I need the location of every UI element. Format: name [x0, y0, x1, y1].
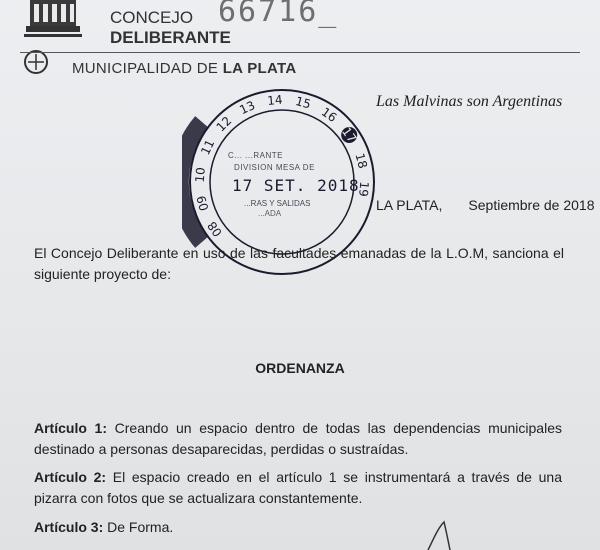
stamp-ring-number-14: 14: [266, 92, 284, 108]
municipality-prefix: MUNICIPALIDAD DE: [72, 60, 223, 77]
stamp-line2: DIVISION MESA DE: [234, 163, 315, 172]
stamp-ring-number-13: 13: [237, 98, 258, 118]
place: LA PLATA,: [376, 197, 443, 213]
stamp-date: 17 SET. 2018: [232, 176, 360, 195]
municipality-name: LA PLATA: [222, 60, 297, 77]
stamp-ring-number-11: 11: [198, 137, 218, 158]
stamp-line5: ...ADA: [258, 209, 282, 218]
org-name-line2: DELIBERANTE: [110, 28, 231, 47]
stamp-ring-number-10: 10: [192, 166, 208, 184]
stamp-line1: C... ...RANTE: [228, 151, 283, 160]
article-2-label: Artículo 2:: [34, 469, 107, 485]
article-3-text: De Forma.: [103, 519, 174, 535]
stamp-ring-number-08: 08: [204, 218, 225, 240]
stamp-ring-number-17: 17: [339, 124, 360, 146]
place-date: [376, 197, 595, 213]
ordinance-title: ORDENANZA: [255, 360, 345, 376]
intro-paragraph: El Concejo Deliberante en uso de las facultades emanadas de la L.O.M, sanciona el siguiente proyecto de:: [34, 245, 564, 282]
municipality-line: [72, 60, 296, 77]
article-1-label: Artículo 1:: [34, 420, 107, 436]
stamp-ring-number-12: 12: [213, 113, 235, 135]
org-name-line1: CONCEJO: [110, 8, 194, 27]
signature-stroke: [424, 520, 464, 550]
month-year: Septiembre de 2018: [468, 197, 595, 213]
stamp-line4: ...RAS Y SALIDAS: [244, 199, 311, 208]
header-divider: [20, 52, 580, 53]
article-2-text: El espacio creado en el artículo 1 se instrumentará a través de una pizarra con fotos que se actualizara constantemente.: [34, 469, 562, 506]
stamp-ring-number-18: 18: [352, 151, 370, 170]
article-1-text: Creando un espacio dentro de todas las dependencias municipales destinado a personas desaparecidas, perdidas o sustraídas.: [34, 420, 562, 457]
motto: Las Malvinas son Argentinas: [376, 93, 563, 110]
article-3: [34, 517, 562, 538]
stamp-ring-number-09: 09: [194, 194, 212, 213]
article-2: [34, 467, 562, 509]
stamp-ring-number-16: 16: [318, 104, 340, 125]
article-1: [34, 418, 562, 460]
expediente-number: 66716_: [218, 0, 339, 29]
stamp-ring-number-19: 19: [356, 180, 372, 198]
article-3-label: Artículo 3:: [34, 519, 104, 535]
stamp-ring-number-15: 15: [294, 94, 313, 112]
